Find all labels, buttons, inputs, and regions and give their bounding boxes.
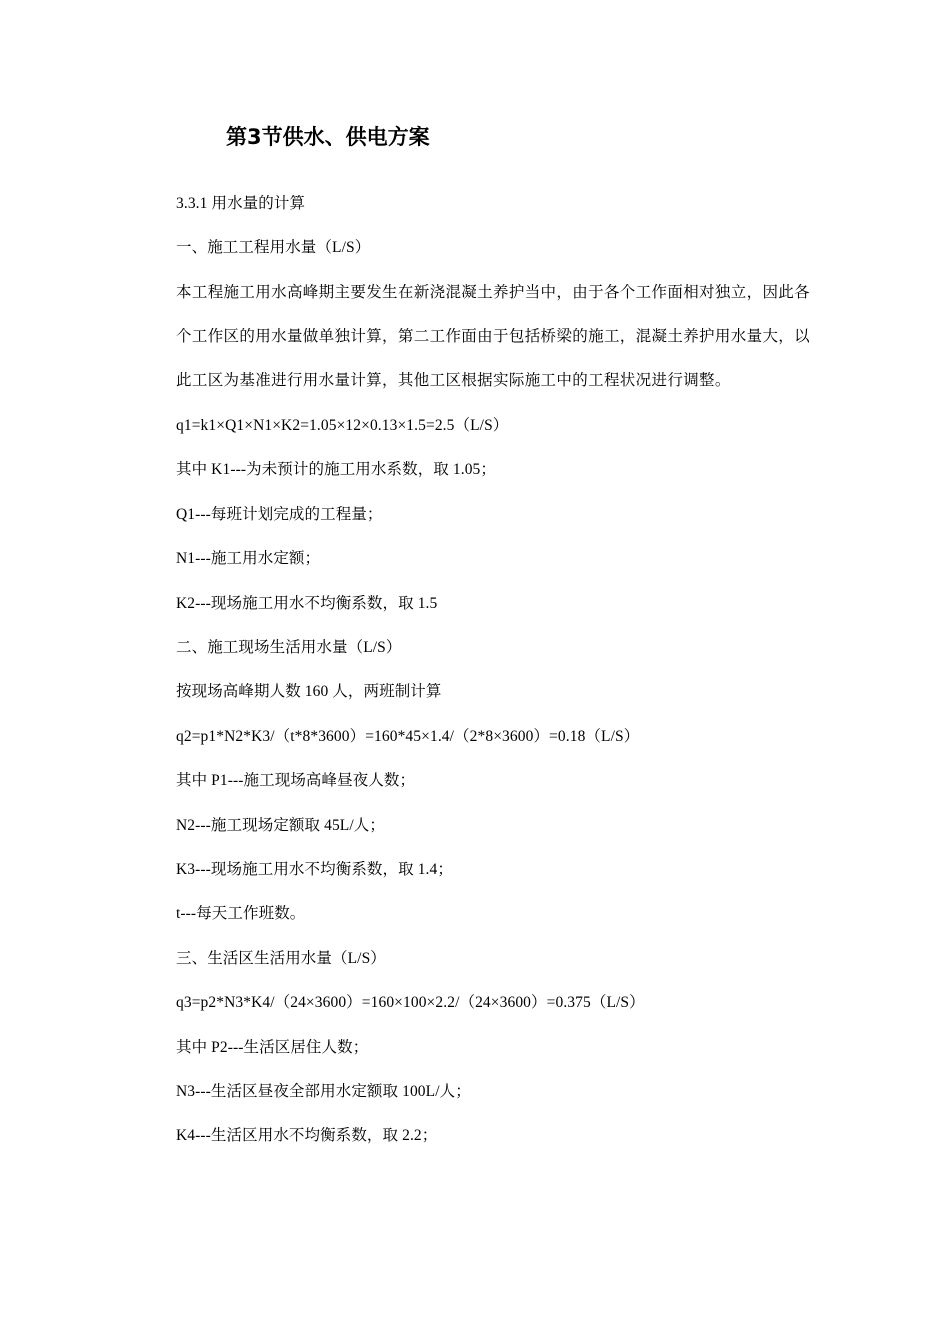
definition-q1: Q1---每班计划完成的工程量； [176, 506, 383, 523]
item-heading-site-living-water: 二、施工现场生活用水量（L/S） [176, 639, 402, 656]
definition-n2: N2---施工现场定额取 45L/人； [176, 817, 385, 834]
definition-p2: 其中 P2---生活区居住人数； [176, 1039, 369, 1056]
formula-q2: q2=p1*N2*K3/（t*8*3600）=160*45×1.4/（2*8×3600）=0.18（L/S） [176, 728, 640, 745]
item-heading-living-area-water: 三、生活区生活用水量（L/S） [176, 950, 386, 967]
definition-t: t---每天工作班数。 [176, 905, 306, 922]
paragraph-line-1: 本工程施工用水高峰期主要发生在新浇混凝土养护当中，由于各个工作面相对独立，因此各 [176, 284, 811, 301]
section-title: 第3节供水、供电方案 [226, 125, 430, 149]
definition-k2: K2---现场施工用水不均衡系数，取 1.5 [176, 595, 438, 612]
definition-k3: K3---现场施工用水不均衡系数，取 1.4； [176, 861, 453, 878]
definition-k4: K4---生活区用水不均衡系数，取 2.2； [176, 1127, 438, 1144]
definition-k1: 其中 K1---为未预计的施工用水系数，取 1.05； [176, 461, 497, 478]
headcount-note: 按现场高峰期人数 160 人，两班制计算 [176, 683, 442, 700]
definition-n1: N1---施工用水定额； [176, 550, 321, 567]
subsection-heading: 3.3.1 用水量的计算 [176, 195, 306, 212]
definition-n3: N3---生活区昼夜全部用水定额取 100L/人； [176, 1083, 471, 1100]
item-heading-construction-water: 一、施工工程用水量（L/S） [176, 239, 371, 256]
paragraph-line-3: 此工区为基准进行用水量计算，其他工区根据实际施工中的工程状况进行调整。 [176, 372, 731, 389]
formula-q1: q1=k1×Q1×N1×K2=1.05×12×0.13×1.5=2.5（L/S） [176, 417, 509, 434]
formula-q3: q3=p2*N3*K4/（24×3600）=160×100×2.2/（24×3600）=0.375（L/S） [176, 994, 645, 1011]
paragraph-line-2: 个工作区的用水量做单独计算，第二工作面由于包括桥梁的施工，混凝土养护用水量大，以 [176, 328, 811, 345]
definition-p1: 其中 P1---施工现场高峰昼夜人数； [176, 772, 416, 789]
